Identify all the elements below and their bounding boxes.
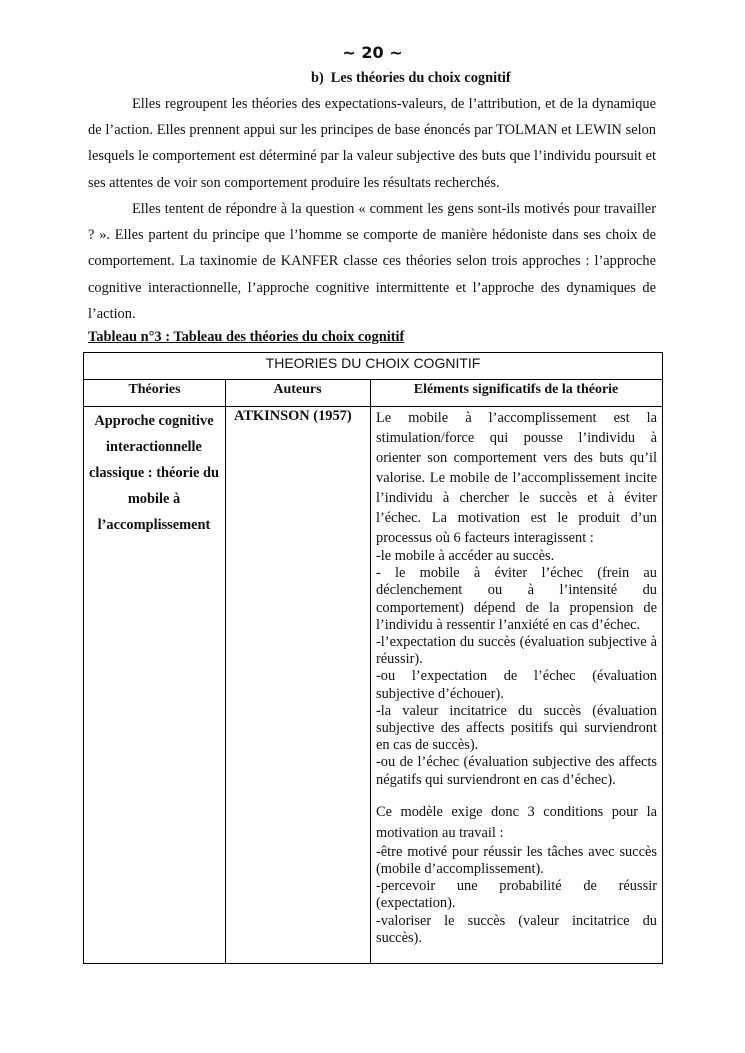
elements-cell — [376, 408, 657, 947]
column-header-theories: Théories — [128, 382, 181, 397]
section-title — [311, 70, 511, 87]
condition-item: -valoriser le succès (valeur incitatrice du succès). — [376, 912, 657, 946]
table-caption: Tableau n°3 : Tableau des théories du choix cognitif — [88, 329, 405, 345]
factor-item: -l’expectation du succès (évaluation subjective à réussir). — [376, 634, 657, 668]
paragraph-2-text: Elles tentent de répondre à la question « comment les gens sont-ils motivés pour travailler ? ». Elles partent du principe que l’homme se comporte de manière hédoniste dans ses choix de comportement. La taxinomie de KANFER classe ces théories selon trois approches : l’approche cognitive interactionnelle, l’approche cognitive intermittente et l’approche des dynamiques de l’action. — [88, 201, 656, 322]
theory-cell: Approche cognitive interactionnelle classique : théorie du mobile à l’accomplissement — [89, 413, 219, 533]
factor-item: - le mobile à éviter l’échec (frein au déclenchement ou à l’intensité du comportement) dépend de la propension de l’individu à ressentir l’anxiété en cas d’échec. — [376, 565, 657, 633]
condition-item: -percevoir une probabilité de réussir (expectation). — [376, 878, 657, 912]
table-main-header: THEORIES DU CHOIX COGNITIF — [265, 355, 481, 371]
paragraph-1 — [88, 91, 656, 196]
author-cell: ATKINSON (1957) — [234, 408, 352, 424]
factor-item: -ou de l’échec (évaluation subjective des affects négatifs qui surviendront en cas d’échec). — [376, 754, 657, 788]
section-number: b) — [311, 70, 324, 86]
factor-item: -le mobile à accéder au succès. — [376, 548, 555, 564]
factor-item: -ou l’expectation de l’échec (évaluation subjective d’échouer). — [376, 668, 657, 702]
section-title-text: Les théories du choix cognitif — [330, 70, 511, 86]
condition-item: -être motivé pour réussir les tâches avec succès (mobile d’accomplissement). — [376, 843, 657, 878]
paragraph-2 — [88, 196, 656, 327]
table-rule — [84, 379, 662, 380]
paragraph-1-text: Elles regroupent les théories des expectations-valeurs, de l’attribution, et de la dynamique de l’action. Elles prennent appui sur les principes de base énoncés par TOLMAN et LEWIN selon lesquels le comportement est déterminé par la valeur subjective des buts que l’individu poursuit et ses attentes de voir son comportement produire les résultats recherchés. — [88, 96, 656, 191]
conditions-lead: Ce modèle exige donc 3 conditions pour la motivation au travail : — [376, 803, 657, 841]
table-column-rule — [370, 379, 371, 963]
table-rule — [84, 406, 662, 407]
factor-item: -la valeur incitatrice du succès (évaluation subjective des affects positifs qui surviendront en cas de succès). — [376, 702, 657, 754]
theories-table — [83, 352, 663, 964]
column-header-elements: Eléments significatifs de la théorie — [413, 382, 619, 397]
column-header-authors: Auteurs — [273, 382, 322, 397]
page-number: ~ 20 ~ — [342, 43, 403, 62]
table-column-rule — [225, 379, 226, 963]
elements-lead: Le mobile à l’accomplissement est la stimulation/force qui pousse l’individu à orienter son comportement vers des buts qu’il valorise. Le mobile de l’accomplissement incite l’individu à chercher le succès et à éviter l’échec. La motivation est le produit d’un processus où 6 facteurs interagissent : — [376, 410, 657, 546]
